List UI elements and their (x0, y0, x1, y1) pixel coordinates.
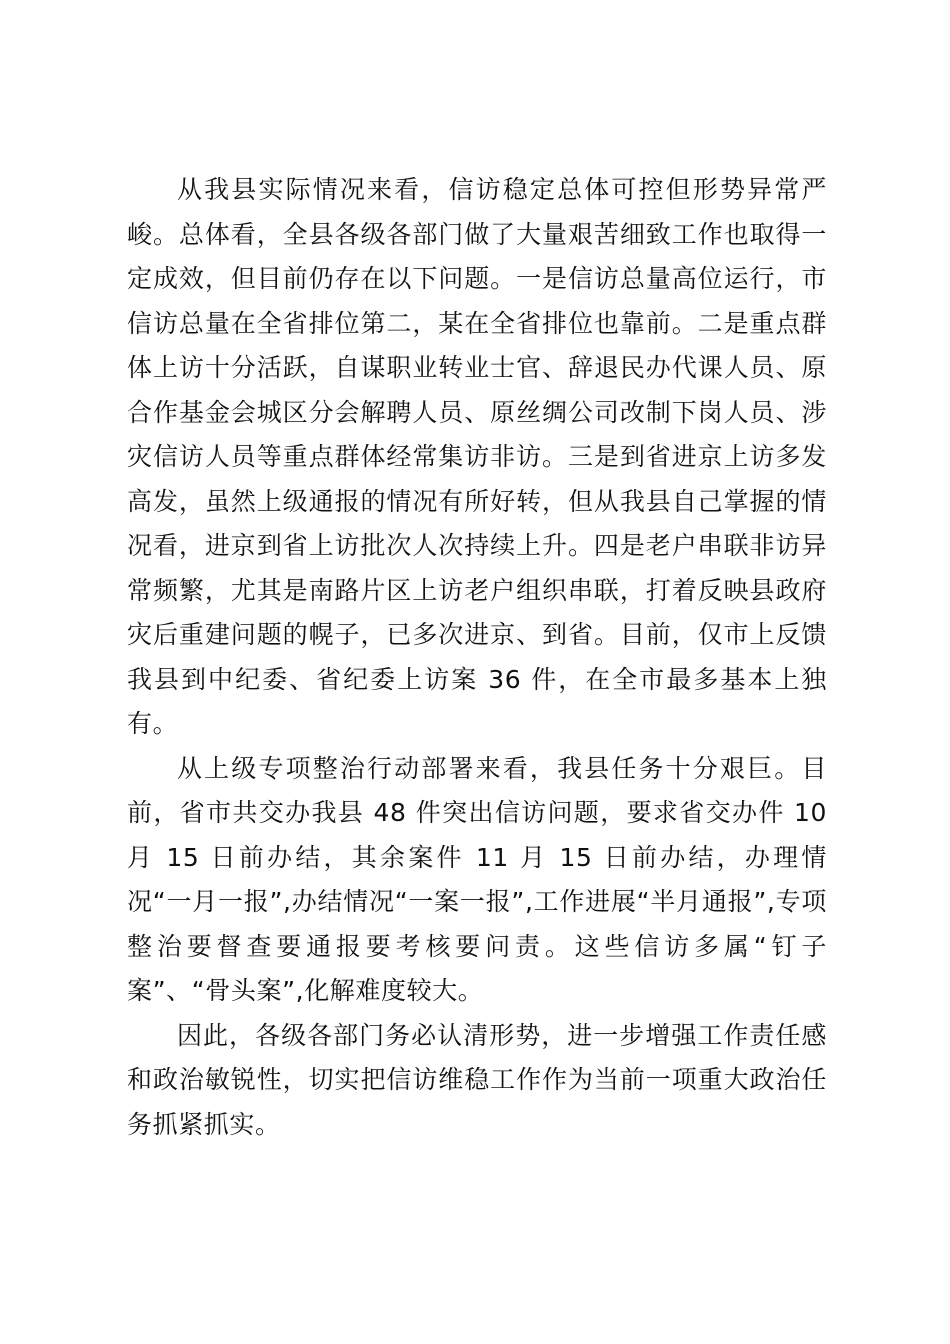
paragraph-special-campaign: 从上级专项整治行动部署来看，我县任务十分艰巨。目前，省市共交办我县 48 件突出信访问题，要求省交办件 10 月 15 日前办结，其余案件 11 月 15 日前办结，办理情况“一月一报”,办结情况“一案一报”,工作进展“半月通报”,专项整治要督查要通报要考核要问责。这些信访多属“钉子案”、“骨头案”,化解难度较大。 (127, 753, 827, 1005)
document-body (127, 168, 827, 1147)
paragraph-situation: 从我县实际情况来看，信访稳定总体可控但形势异常严峻。总体看，全县各级各部门做了大量艰苦细致工作也取得一定成效，但目前仍存在以下问题。一是信访总量高位运行，市信访总量在全省排位第二，某在全省排位也靠前。二是重点群体上访十分活跃，自谋职业转业士官、辞退民办代课人员、原合作基金会城区分会解聘人员、原丝绸公司改制下岗人员、涉灾信访人员等重点群体经常集访非访。三是到省进京上访多发高发，虽然上级通报的情况有所好转，但从我县自己掌握的情况看，进京到省上访批次人次持续上升。四是老户串联非访异常频繁，尤其是南路片区上访老户组织串联，打着反映县政府灾后重建问题的幌子，已多次进京、到省。目前，仅市上反馈我县到中纪委、省纪委上访案 36 件，在全市最多基本上独有。 (127, 175, 827, 738)
paragraph-conclusion: 因此，各级各部门务必认清形势，进一步增强工作责任感和政治敏锐性，切实把信访维稳工作作为当前一项重大政治任务抓紧抓实。 (127, 1020, 827, 1139)
